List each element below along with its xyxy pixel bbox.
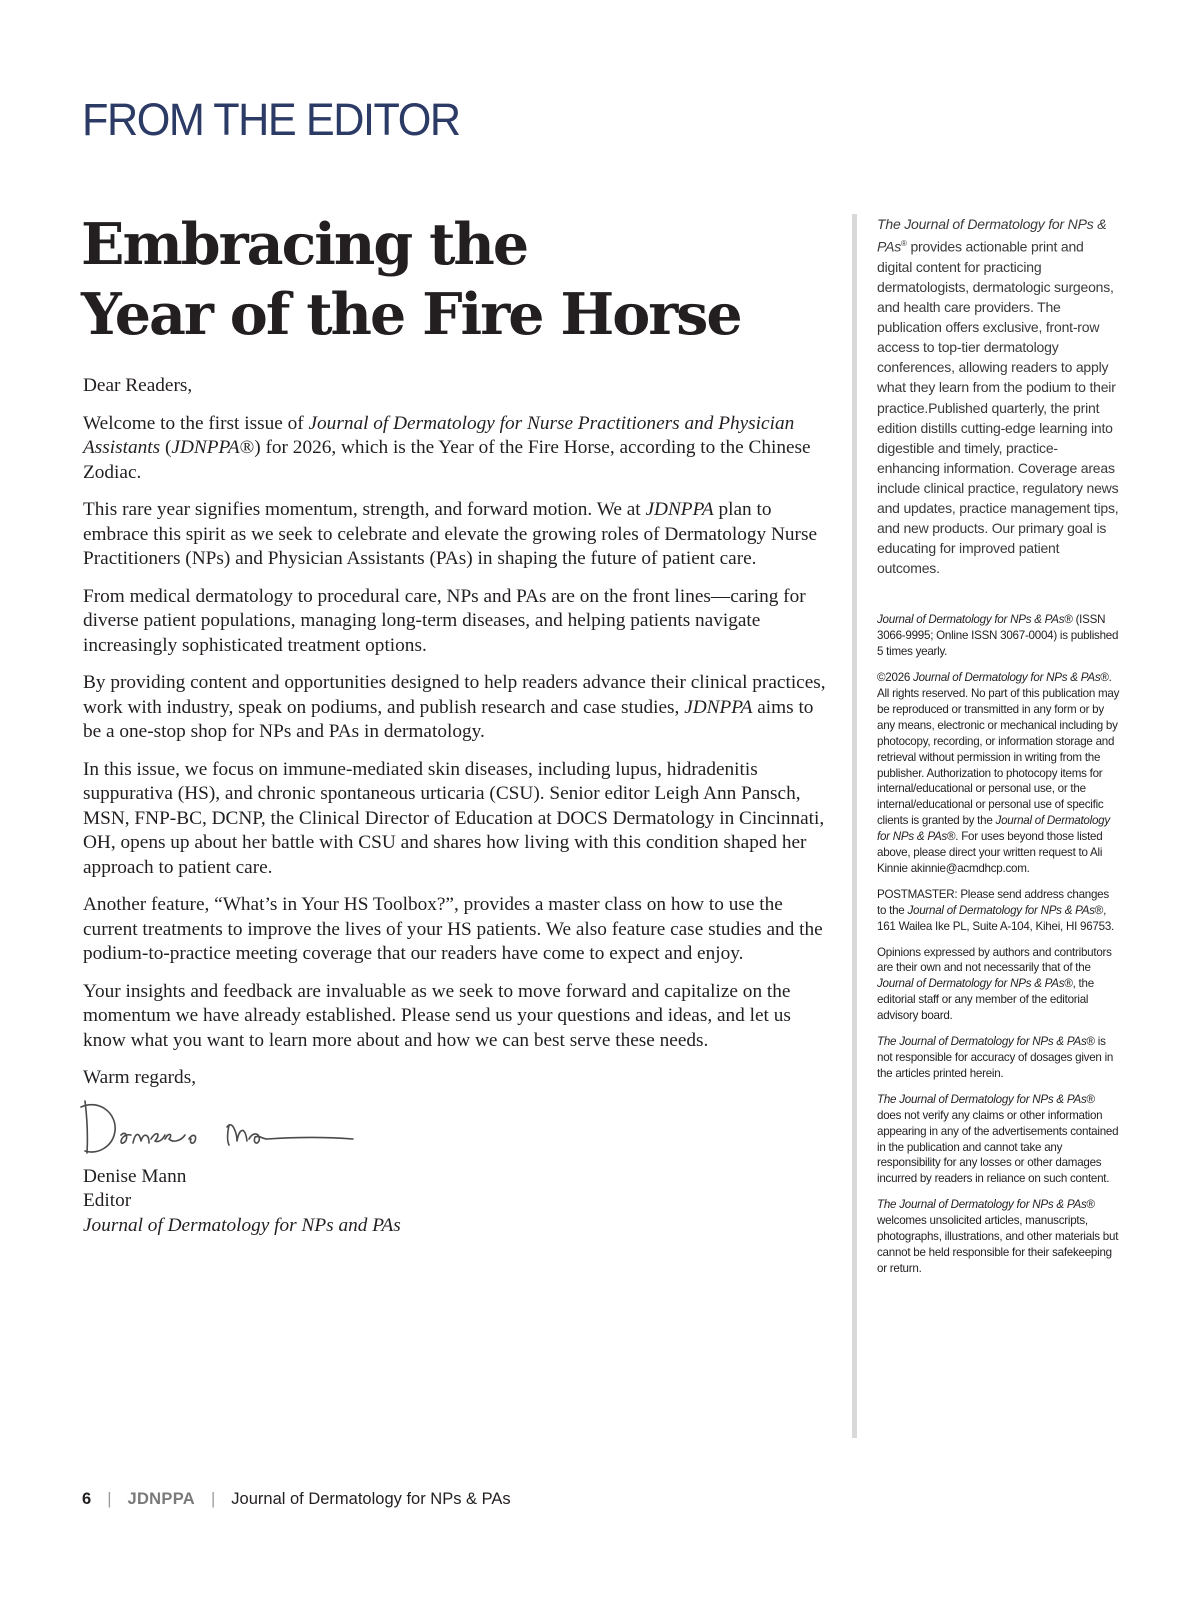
- handwritten-signature: [77, 1095, 367, 1163]
- letter-paragraph-7: Your insights and feedback are invaluable as we seek to move forward and capitalize on the momentum we have already established. Please send us your questions and ideas, and let us know what you want to learn more about and how we can best serve these needs.: [83, 980, 791, 1051]
- page-footer: [82, 1490, 511, 1509]
- sidebar-intro: The Journal of Dermatology for NPs & PAs® provides actionable print and digital content for practicing dermatologists, dermatologic surgeons, and health care providers. The publication offers exclusive, front-row access to top-tier dermatology conferences, allowing readers to apply what they learn from the podium to their practice.Published quarterly, the print edition distills cutting-edge learning into digestible and timely, practice-enhancing information. Coverage areas include clinical practice, regulatory news and updates, practice management tips, and new products. Our primary goal is educating for improved patient outcomes.: [877, 216, 1119, 577]
- footer-separator: |: [211, 1490, 216, 1508]
- letter-paragraph-4: By providing content and opportunities designed to help readers advance their clinical practices, work with industry, speak on podiums, and publish research and case studies, JDNPPA aims to be a one-stop shop for NPs and PAs in dermatology.: [83, 672, 826, 742]
- signer-publication: Journal of Dermatology for NPs and PAs: [83, 1214, 401, 1236]
- editor-letter: [83, 374, 828, 1238]
- opinions-disclaimer: Opinions expressed by authors and contributors are their own and not necessarily that of the Journal of Dermatology for NPs & PAs®, the editorial staff or any member of the editorial advisory board.: [877, 945, 1112, 1023]
- journal-abbr: JDNPPA: [684, 696, 753, 718]
- journal-title: Journal of Dermatology for Nurse Practitioners and Physician Assistants: [83, 412, 795, 458]
- closing: Warm regards,: [83, 1067, 197, 1088]
- journal-abbr: JDNPPA: [645, 499, 714, 520]
- letter-paragraph-6: Another feature, “What’s in Your HS Toolbox?”, provides a master class on how to use the current treatments to improve the lives of your HS patients. We also feature case studies and the podium-to-practice meeting coverage that our readers have come to expect and enjoy.: [83, 894, 823, 964]
- footer-journal-name: Journal of Dermatology for NPs & PAs: [231, 1490, 511, 1508]
- letter-paragraph-2: This rare year signifies momentum, strength, and forward motion. We at JDNPPA plan to embrace this spirit as we seek to celebrate and elevate the growing roles of Dermatology Nurse Practitioners (NPs) and Physician Assistants (PAs) in shaping the future of patient care.: [83, 499, 818, 569]
- claims-disclaimer: The Journal of Dermatology for NPs & PAs® does not verify any claims or other information appearing in any of the advertisements contained in the publication and cannot take any responsibility for any losses or other damages incurred by readers in reliance on such content.: [877, 1092, 1119, 1186]
- postmaster-notice: POSTMASTER: Please send address changes to the Journal of Dermatology for NPs & PAs®, 161 Wailea Ike PL, Suite A-104, Kihei, HI 96753.: [877, 887, 1114, 933]
- journal-abbr: JDNPPA: [171, 437, 240, 458]
- letter-paragraph-1: Welcome to the first issue of Journal of Dermatology for Nurse Practitioners and Physician Assistants (JDNPPA®) for 2026, which is the Year of the Fire Horse, according to the Chinese Zodiac.: [83, 412, 811, 483]
- footer-separator: |: [107, 1490, 112, 1508]
- section-label: FROM THE EDITOR: [82, 94, 460, 145]
- headline-line-1: Embracing the: [81, 211, 528, 278]
- sidebar-legal: [877, 612, 1120, 1276]
- signer-title: Editor: [83, 1190, 132, 1211]
- article-headline: [81, 210, 821, 350]
- publication-info-sidebar: [852, 214, 1120, 1438]
- headline-line-2: Year of the Fire Horse: [81, 281, 741, 348]
- unsolicited-notice: The Journal of Dermatology for NPs & PAs® welcomes unsolicited articles, manuscripts, photographs, illustrations, and other materials but cannot be held responsible for their safekeeping or return.: [877, 1198, 1119, 1275]
- signature-block: [83, 1165, 828, 1239]
- letter-paragraph-3: From medical dermatology to procedural care, NPs and PAs are on the front lines—caring for diverse patient populations, managing long-term diseases, and helping patients navigate increasingly sophisticated treatment options.: [83, 585, 806, 656]
- copyright-notice: ©2026 Journal of Dermatology for NPs & PAs®. All rights reserved. No part of this publication may be reproduced or transmitted in any form or by any means, electronic or mechanical including by photocopy, recording, or information storage and retrieval without permission in writing from the publisher. Authorization to photocopy items for internal/educational or personal use, or the internal/educational or personal use of specific clients is granted by the Journal of Dermatology for NPs & PAs®. For uses beyond those listed above, please direct your written request to Ali Kinnie akinnie@acmdhcp.com.: [877, 671, 1120, 875]
- signer-name: Denise Mann: [83, 1165, 187, 1187]
- page-number: 6: [82, 1490, 92, 1508]
- salutation: Dear Readers,: [83, 375, 193, 396]
- footer-brand: JDNPPA: [127, 1490, 195, 1508]
- issn-notice: Journal of Dermatology for NPs & PAs® (ISSN 3066-9995; Online ISSN 3067-0004) is published 5 times yearly.: [877, 613, 1119, 659]
- dosage-disclaimer: The Journal of Dermatology for NPs & PAs® is not responsible for accuracy of dosages given in the articles printed herein.: [877, 1035, 1114, 1080]
- letter-paragraph-5: In this issue, we focus on immune-mediated skin diseases, including lupus, hidradenitis suppurativa (HS), and chronic spontaneous urticaria (CSU). Senior editor Leigh Ann Pansch, MSN, FNP-BC, DCNP, the Clinical Director of Education at DOCS Dermatology in Cincinnati, OH, opens up about her battle with CSU and shares how living with this condition shaped her approach to patient care.: [83, 758, 825, 878]
